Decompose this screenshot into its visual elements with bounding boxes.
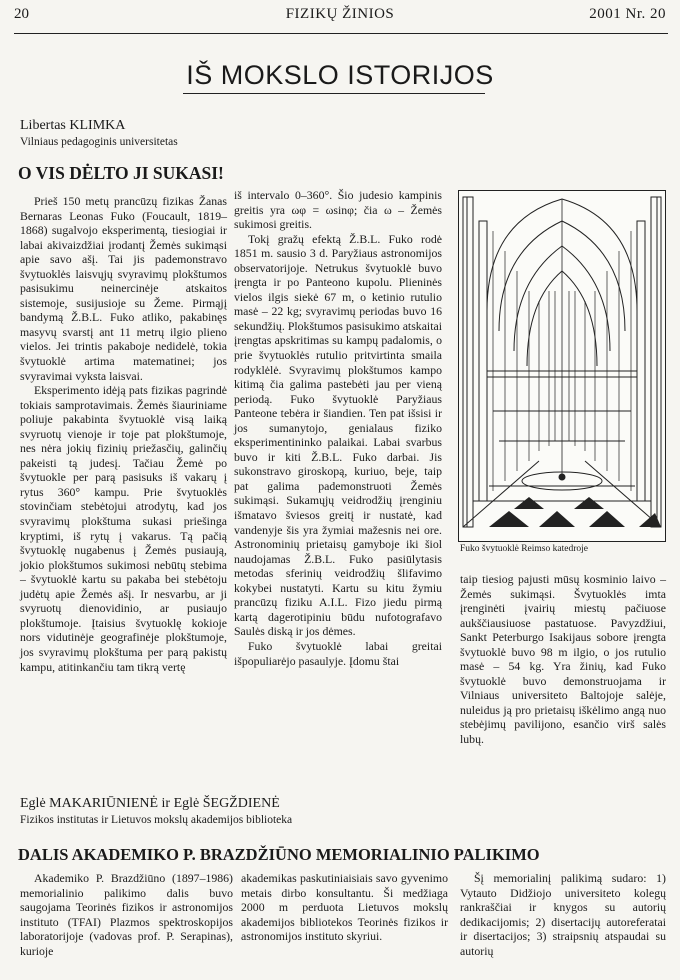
author2-surname: ŠEGŽDIENĖ [202,796,280,811]
article1-column-2 [234,188,442,668]
paragraph: Akademiko P. Brazdžiūno (1897–1986) memorialinio palikimo dalis buvo saugojama Teorinės fizikos ir astronomijos instituto (TFAI) Plazmos spektroskopijos laboratorijoje (vadovas prof. P. Serapinas), kurioje [20,871,233,958]
article1-title: O VIS DĖLTO JI SUKASI! [18,163,224,183]
paragraph: Eksperimento idėją pats fizikas pagrindė tokiais samprotavimais. Žemės šiauriniame poliuje pakabinta švytuoklė visą laiką svyruotų vienoje ir toje pat plokštumoje, nes nėra jokių fizinių priežasčių, galinčių pakeisti tą judesį. Tačiau Žemė po švytuokle per parą pasisuks iš vakarų į rytus 360° kampu. Prie švytuoklės stovinčiam stebėtojui atrodytų, kad jos svyravimų plokštuma sukasi priešinga kryptimi, iš rytų į vakarus. Tą pačią švytuoklę nugabenus į Žemės pusiaują, jokio plokštumos sukimosi nebūtų stebima – švytuoklė kartu su pakaba bei stebėtoju judėtų apie Žemės ašį. Ir nesvarbu, ar ji svyruotų dienovidinio, ar pusiaujo plokštumoje. Įtaisius švytuoklę kokioje nors vidutinėje geografinėje plokštumoje, jos svyravimų plokštuma per parą pakistų kampu, atitinkančiu tam tikrą vertę [20,383,227,674]
cathedral-drawing [459,191,665,541]
page-number: 20 [14,6,29,22]
section-title: IŠ MOKSLO ISTORIJOS [186,60,494,90]
cathedral-illustration [458,190,666,542]
paragraph: Fuko švytuoklė labai greitai išpopuliarėjo pasaulyje. Įdomu štai [234,638,442,668]
article2-column-1 [20,871,233,958]
paragraph: Šį memorialinį palikimą sudaro: 1) Vytauto Didžiojo universiteto kolegų rankraščiai ir knygos su autorių dedikacijomis; 2) disertacijų autoreferatai ir disertacijos; 3) straipsnių atspaudai su autorių [460,871,666,958]
header-rule [14,33,668,34]
paragraph: akademikas paskutiniaisiais savo gyvenimo metais dirbo konsultantu. Ši medžiaga 2000 m perduota Lietuvos mokslų akademijos bibliotekos Teorinės fizikos ir astronomijos instituto skyriui. [241,871,448,944]
journal-name: FIZIKŲ ŽINIOS [285,6,395,22]
article1-affiliation: Vilniaus pedagoginis universitetas [20,136,178,148]
article2-title: DALIS AKADEMIKO P. BRAZDŽIŪNO MEMORIALINIO PALIKIMO [18,845,540,864]
article1-column-1 [20,194,227,674]
author-prefix: Eglė [20,796,50,811]
article2-authors [20,796,280,812]
issue-label: 2001 Nr. 20 [589,6,666,22]
paragraph: iš intervalo 0–360°. Šio judesio kampinis greitis yra ωφ = ωsinφ; čia ω – Žemės sukimosi greitis. [234,188,442,232]
author-conjunction: ir Eglė [158,796,203,811]
article1-author: Libertas KLIMKA [20,118,126,133]
author1-surname: MAKARIŪNIENĖ [49,796,159,811]
article2-column-3 [460,871,666,958]
article2-affiliation: Fizikos institutas ir Lietuvos mokslų akademijos biblioteka [20,814,293,826]
article1-column-3 [460,572,666,747]
paragraph: taip tiesiog pajusti mūsų kosminio laivo – Žemės sukimąsi. Švytuoklės imta įrenginėti įvairių miestų pačiuose aukščiausiuose pastatuose. Pavyzdžiui, Sankt Peterburgo Isakijaus sobore įrengta švytuoklė buvo 98 m ilgio, o jos rutulio masė – 54 kg. Yra žinių, kad Fuko švytuoklė buvo demonstruojama ir Vilniaus universiteto Baltojoje salėje, nuleidus ją pro prietaisų iškėlimo angą nuo stebėjimų pavilijono, esančio virš salės lubų. [460,572,666,747]
title-underline [183,93,485,94]
article2-column-2 [241,871,448,944]
figure-caption: Fuko švytuoklė Reimso katedroje [460,544,588,554]
paragraph: Prieš 150 metų prancūzų fizikas Žanas Bernaras Leonas Fuko (Foucault, 1819–1868) sugalvojo eksperimentą, tiesiogiai ir labai akivaizdžiai įrodantį Žemės sukimąsi apie savo ašį. Tai jis pademonstravo švytuoklės laisvųjų svyravimų plokštumos pasisukimu neinercinėje atskaitos sistemoje, susijusioje su Žeme. Pirmąjį bandymą Ž.B.L. Fuko atliko, pakabinęs masyvų svarstį ant 11 metrų ilgio plieno vielos. Jei trintis pakaboje nedidelė, tokia švytuoklė artima matematinei; jos svyravimai vyksta laisvai. [20,194,227,383]
paragraph: Tokį gražų efektą Ž.B.L. Fuko rodė 1851 m. sausio 3 d. Paryžiaus astronomijos observatorijoje. Netrukus švytuoklė buvo įrengta ir po Panteono kupolu. Plieninės vielos ilgis siekė 67 m, o ketinio rutulio masė – 22 kg; svyravimų periodas buvo 16 sekundžių. Plokštumos pasisukimo atskaitai įrengtas apskritimas su kampų padalomis, o prie švytuoklės rutulio pritvirtinta smaila rodyklėlė. Svyravimų plokštumos kampo kitimą čia galima pastebėti jau per vieną periodą. Fuko švytuoklė Paryžiaus Panteone tebėra ir šiandien. Ten pat išsisi ir jos sumanytojo, genialaus fiziko eksperimentininko palaikai. Labai svarbus buvo ir kiti Ž.B.L. Fuko darbai. Jis sukonstravo giroskopą, kuriuo, beje, taip pat galima pademonstruoti Žemės sukimąsi. Sukamųjų veidrodžių įrenginiu išmatavo šviesos greitį ir nustatė, kad vandenyje šis yra žymiai mažesnis nei ore. Astronominių prietaisų gamyboje iki šiol naudojamas Ž.B.L. Fuko pasiūlytasis metodas sferinių veidrodžių šlifavimo kokybei nustatyti. Kartu su kitu žymiu prancūzų fiziku A.I.L. Fizo jiedu pirmą kartą dagerotipiniu būdu nufotografavo Saulės diską ir jos dėmes. [234,231,442,639]
